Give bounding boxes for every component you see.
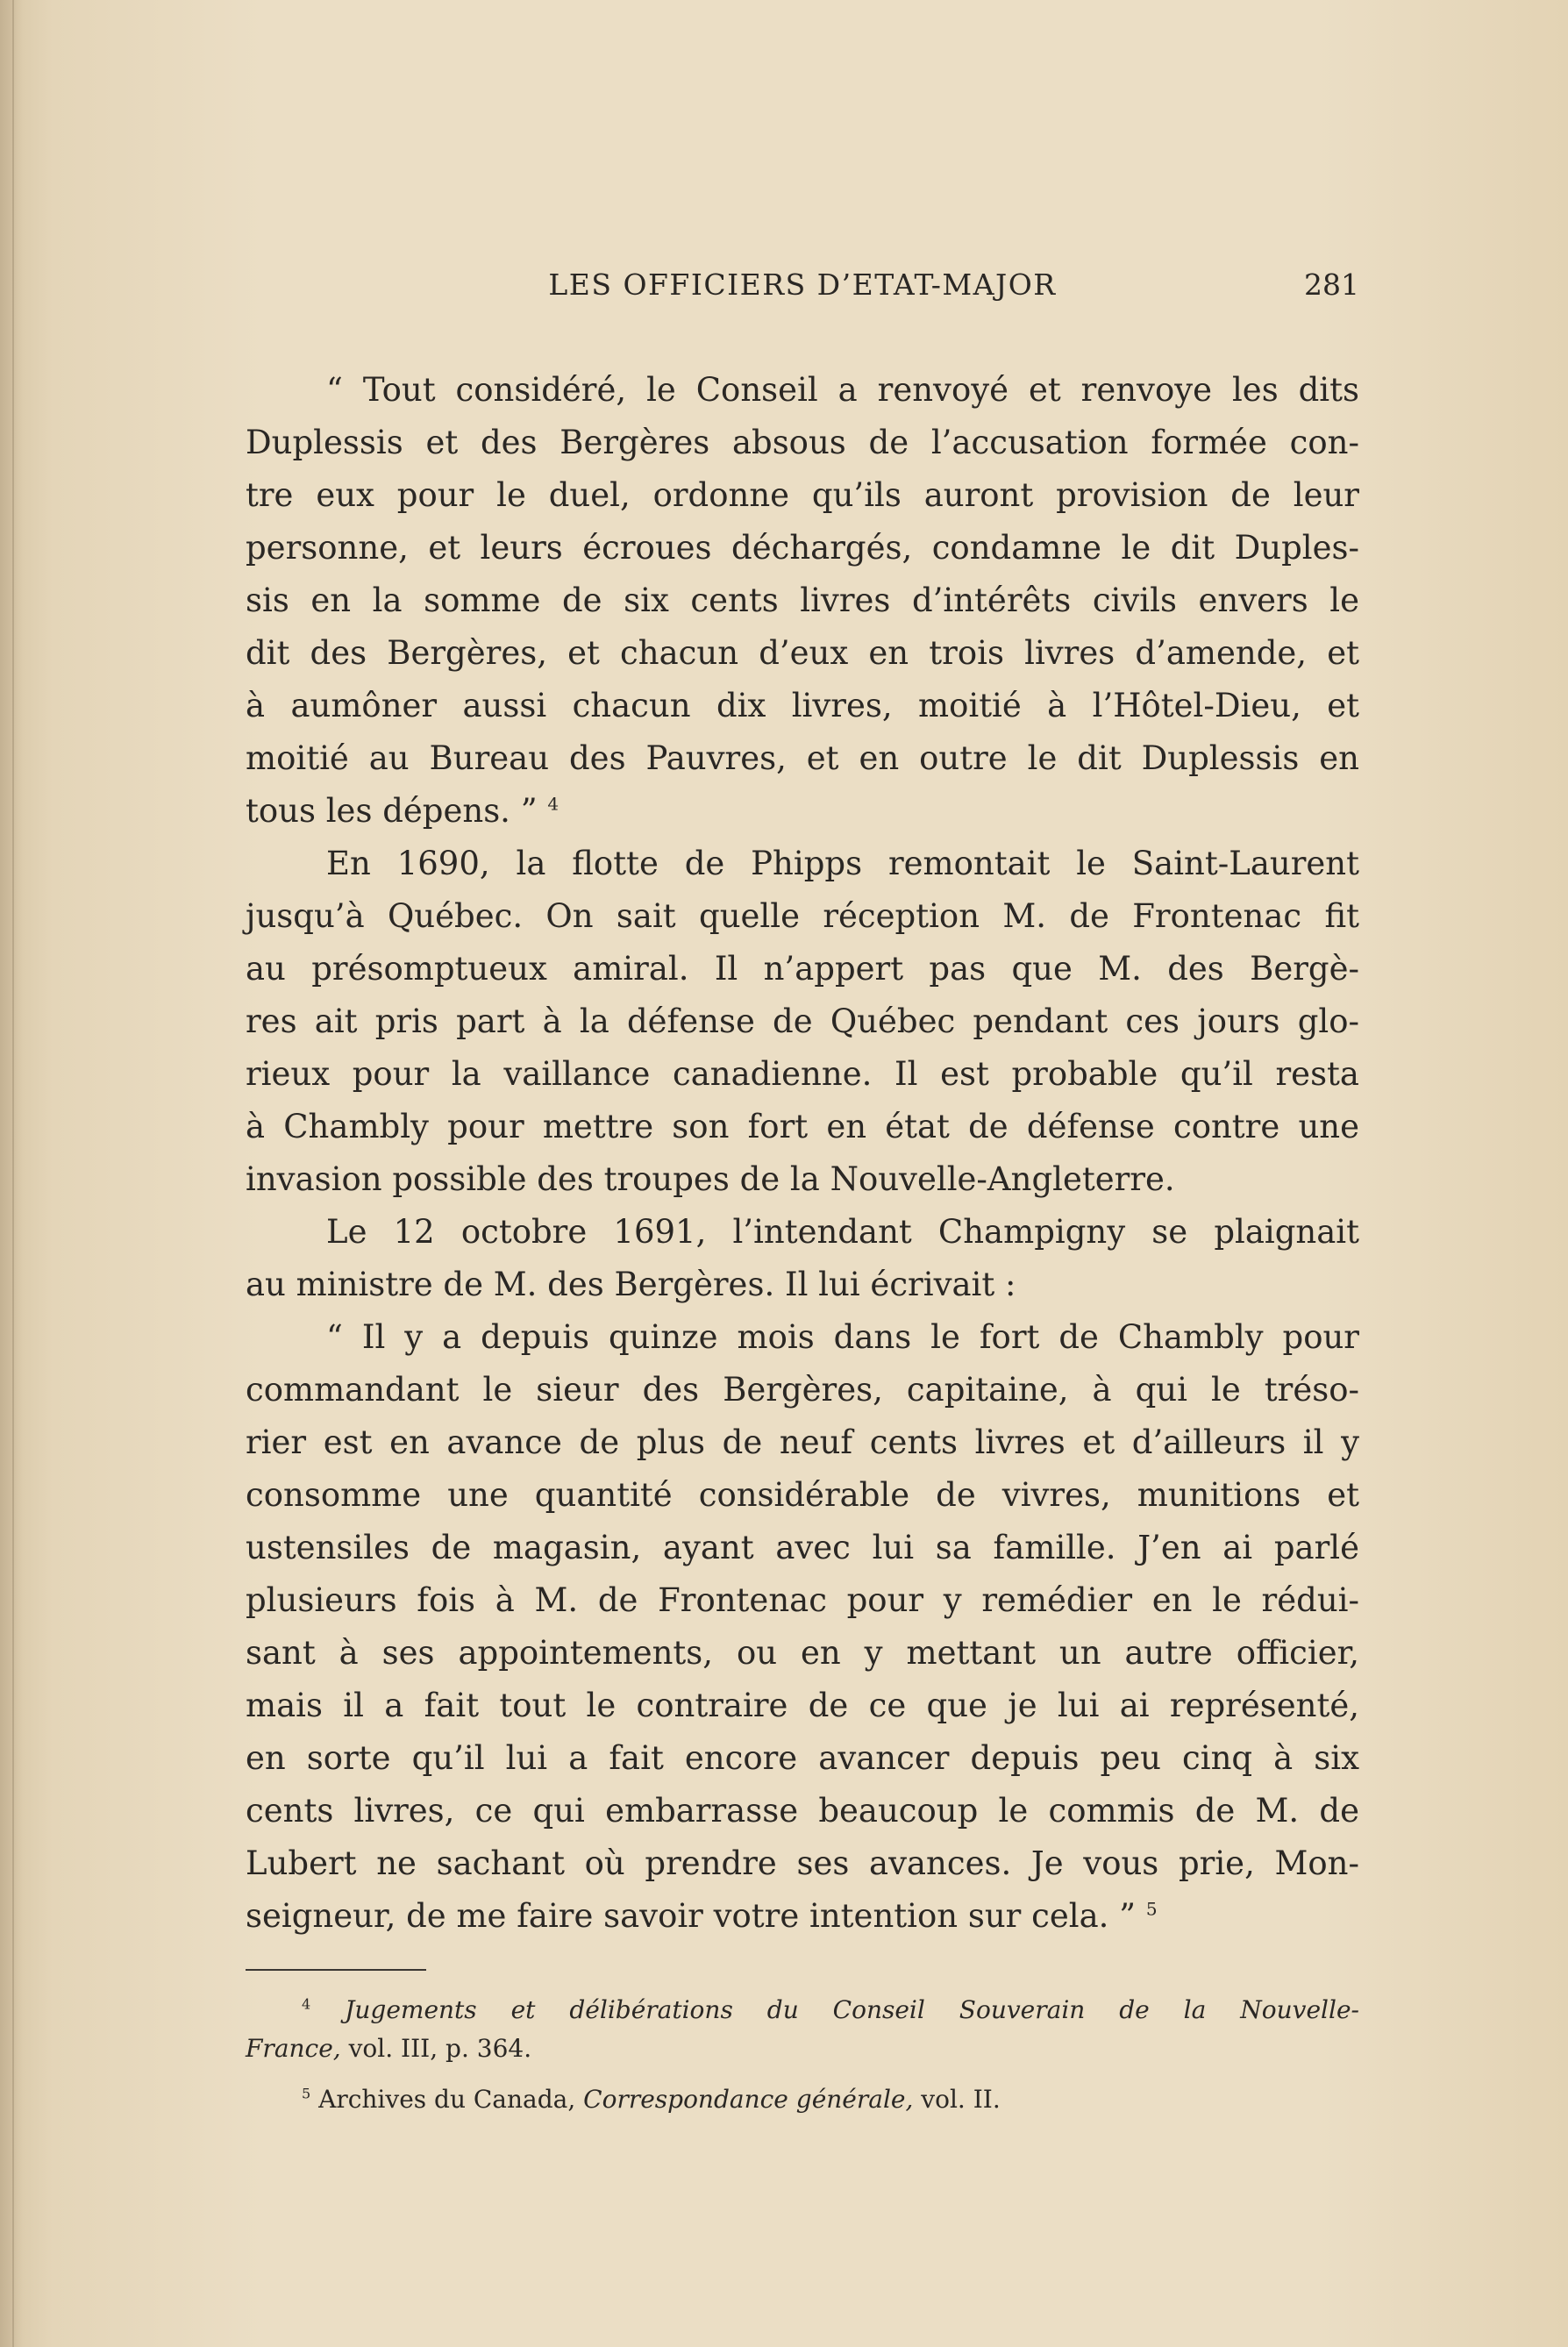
text-line: commandant le sieur des Bergères, capitaine, à qui le tréso-: [246, 1371, 1359, 1409]
paragraph-champigny-1691: [246, 1206, 1359, 1311]
text-line-content: seigneur, de me faire savoir votre intention sur cela. ”: [246, 1897, 1137, 1935]
text-line: en sorte qu’il lui a fait encore avancer depuis peu cinq à six: [246, 1739, 1359, 1777]
footnote-mark: 4: [302, 1995, 311, 2013]
footnote-line: [246, 2080, 1359, 2119]
text-line: personne, et leurs écroues déchargés, condamne le dit Duples-: [246, 529, 1359, 567]
text-line: dit des Bergères, et chacun d’eux en trois livres d’amende, et: [246, 634, 1359, 672]
text-line: sant à ses appointements, ou en y mettant un autre officier,: [246, 1634, 1359, 1672]
text-line: consomme une quantité considérable de vivres, munitions et: [246, 1476, 1359, 1514]
footnote-citation: vol. III, p. 364.: [348, 2034, 532, 2063]
body-text: [246, 364, 1359, 1943]
text-line: En 1690, la flotte de Phipps remontait le Saint-Laurent: [326, 845, 1359, 882]
text-line: tre eux pour le duel, ordonne qu’ils auront provision de leur: [246, 476, 1359, 514]
text-line: au ministre de M. des Bergères. Il lui écrivait :: [246, 1266, 1016, 1303]
text-line: jusqu’à Québec. On sait quelle réception M. de Frontenac fit: [246, 897, 1359, 935]
text-line: à Chambly pour mettre son fort en état de défense contre une: [246, 1108, 1359, 1145]
paragraph-champigny-letter: [246, 1311, 1359, 1943]
text-line: rieux pour la vaillance canadienne. Il est probable qu’il resta: [246, 1055, 1359, 1093]
footnote-reference: 4: [547, 793, 559, 815]
footnote-title: Jugements et délibérations du Conseil Souverain de la Nouvelle-: [345, 1995, 1359, 2024]
binding-shadow: [0, 0, 23, 2347]
running-title: LES OFFICIERS D’ETAT-MAJOR: [548, 268, 1057, 302]
text-line: ustensiles de magasin, ayant avec lui sa famille. J’en ai parlé: [246, 1529, 1359, 1566]
footnote-line: [246, 1991, 1359, 2030]
footnote-source: Archives du Canada,: [318, 2085, 576, 2114]
text-line: invasion possible des troupes de la Nouvelle-Angleterre.: [246, 1160, 1175, 1198]
footnote-mark: 5: [302, 2085, 311, 2102]
footnotes: [246, 1991, 1359, 2131]
footnote-divider: [246, 1969, 426, 1971]
footnote-line: [246, 2030, 1359, 2068]
footnote-title: France,: [246, 2034, 341, 2063]
paragraph-judgement-quote: [246, 364, 1359, 838]
text-line: [246, 785, 1359, 838]
footnote-5: [246, 2080, 1359, 2119]
text-line-content: tous les dépens. ”: [246, 792, 538, 830]
text-line: cents livres, ce qui embarrasse beaucoup le commis de M. de: [246, 1792, 1359, 1830]
text-line: [246, 1890, 1359, 1943]
footnote-citation: vol. II.: [921, 2085, 1001, 2114]
text-line: plusieurs fois à M. de Frontenac pour y remédier en le rédui-: [246, 1581, 1359, 1619]
page-number: 281: [1304, 268, 1359, 302]
paragraph-phipps-1690: [246, 838, 1359, 1206]
text-line: à aumôner aussi chacun dix livres, moitié à l’Hôtel-Dieu, et: [246, 687, 1359, 724]
footnote-reference: 5: [1145, 1898, 1158, 1920]
page-header: [246, 268, 1359, 311]
text-line: rier est en avance de plus de neuf cents livres et d’ailleurs il y: [246, 1423, 1359, 1461]
text-line: “ Tout considéré, le Conseil a renvoyé et renvoye les dits: [326, 371, 1359, 409]
text-line: moitié au Bureau des Pauvres, et en outre le dit Duplessis en: [246, 739, 1359, 777]
text-line: res ait pris part à la défense de Québec pendant ces jours glo-: [246, 1002, 1359, 1040]
text-line: au présomptueux amiral. Il n’appert pas que M. des Bergè-: [246, 950, 1359, 988]
footnote-title: Correspondance générale,: [583, 2085, 914, 2114]
footnote-4: [246, 1991, 1359, 2068]
text-line: “ Il y a depuis quinze mois dans le fort de Chambly pour: [326, 1318, 1359, 1356]
text-line: Le 12 octobre 1691, l’intendant Champigny se plaignait: [326, 1213, 1359, 1251]
text-line: sis en la somme de six cents livres d’intérêts civils envers le: [246, 581, 1359, 619]
binding-edge: [12, 0, 14, 2347]
text-line: Lubert ne sachant où prendre ses avances. Je vous prie, Mon-: [246, 1844, 1359, 1882]
text-line: Duplessis et des Bergères absous de l’accusation formée con-: [246, 424, 1359, 461]
text-line: mais il a fait tout le contraire de ce que je lui ai représenté,: [246, 1687, 1359, 1724]
